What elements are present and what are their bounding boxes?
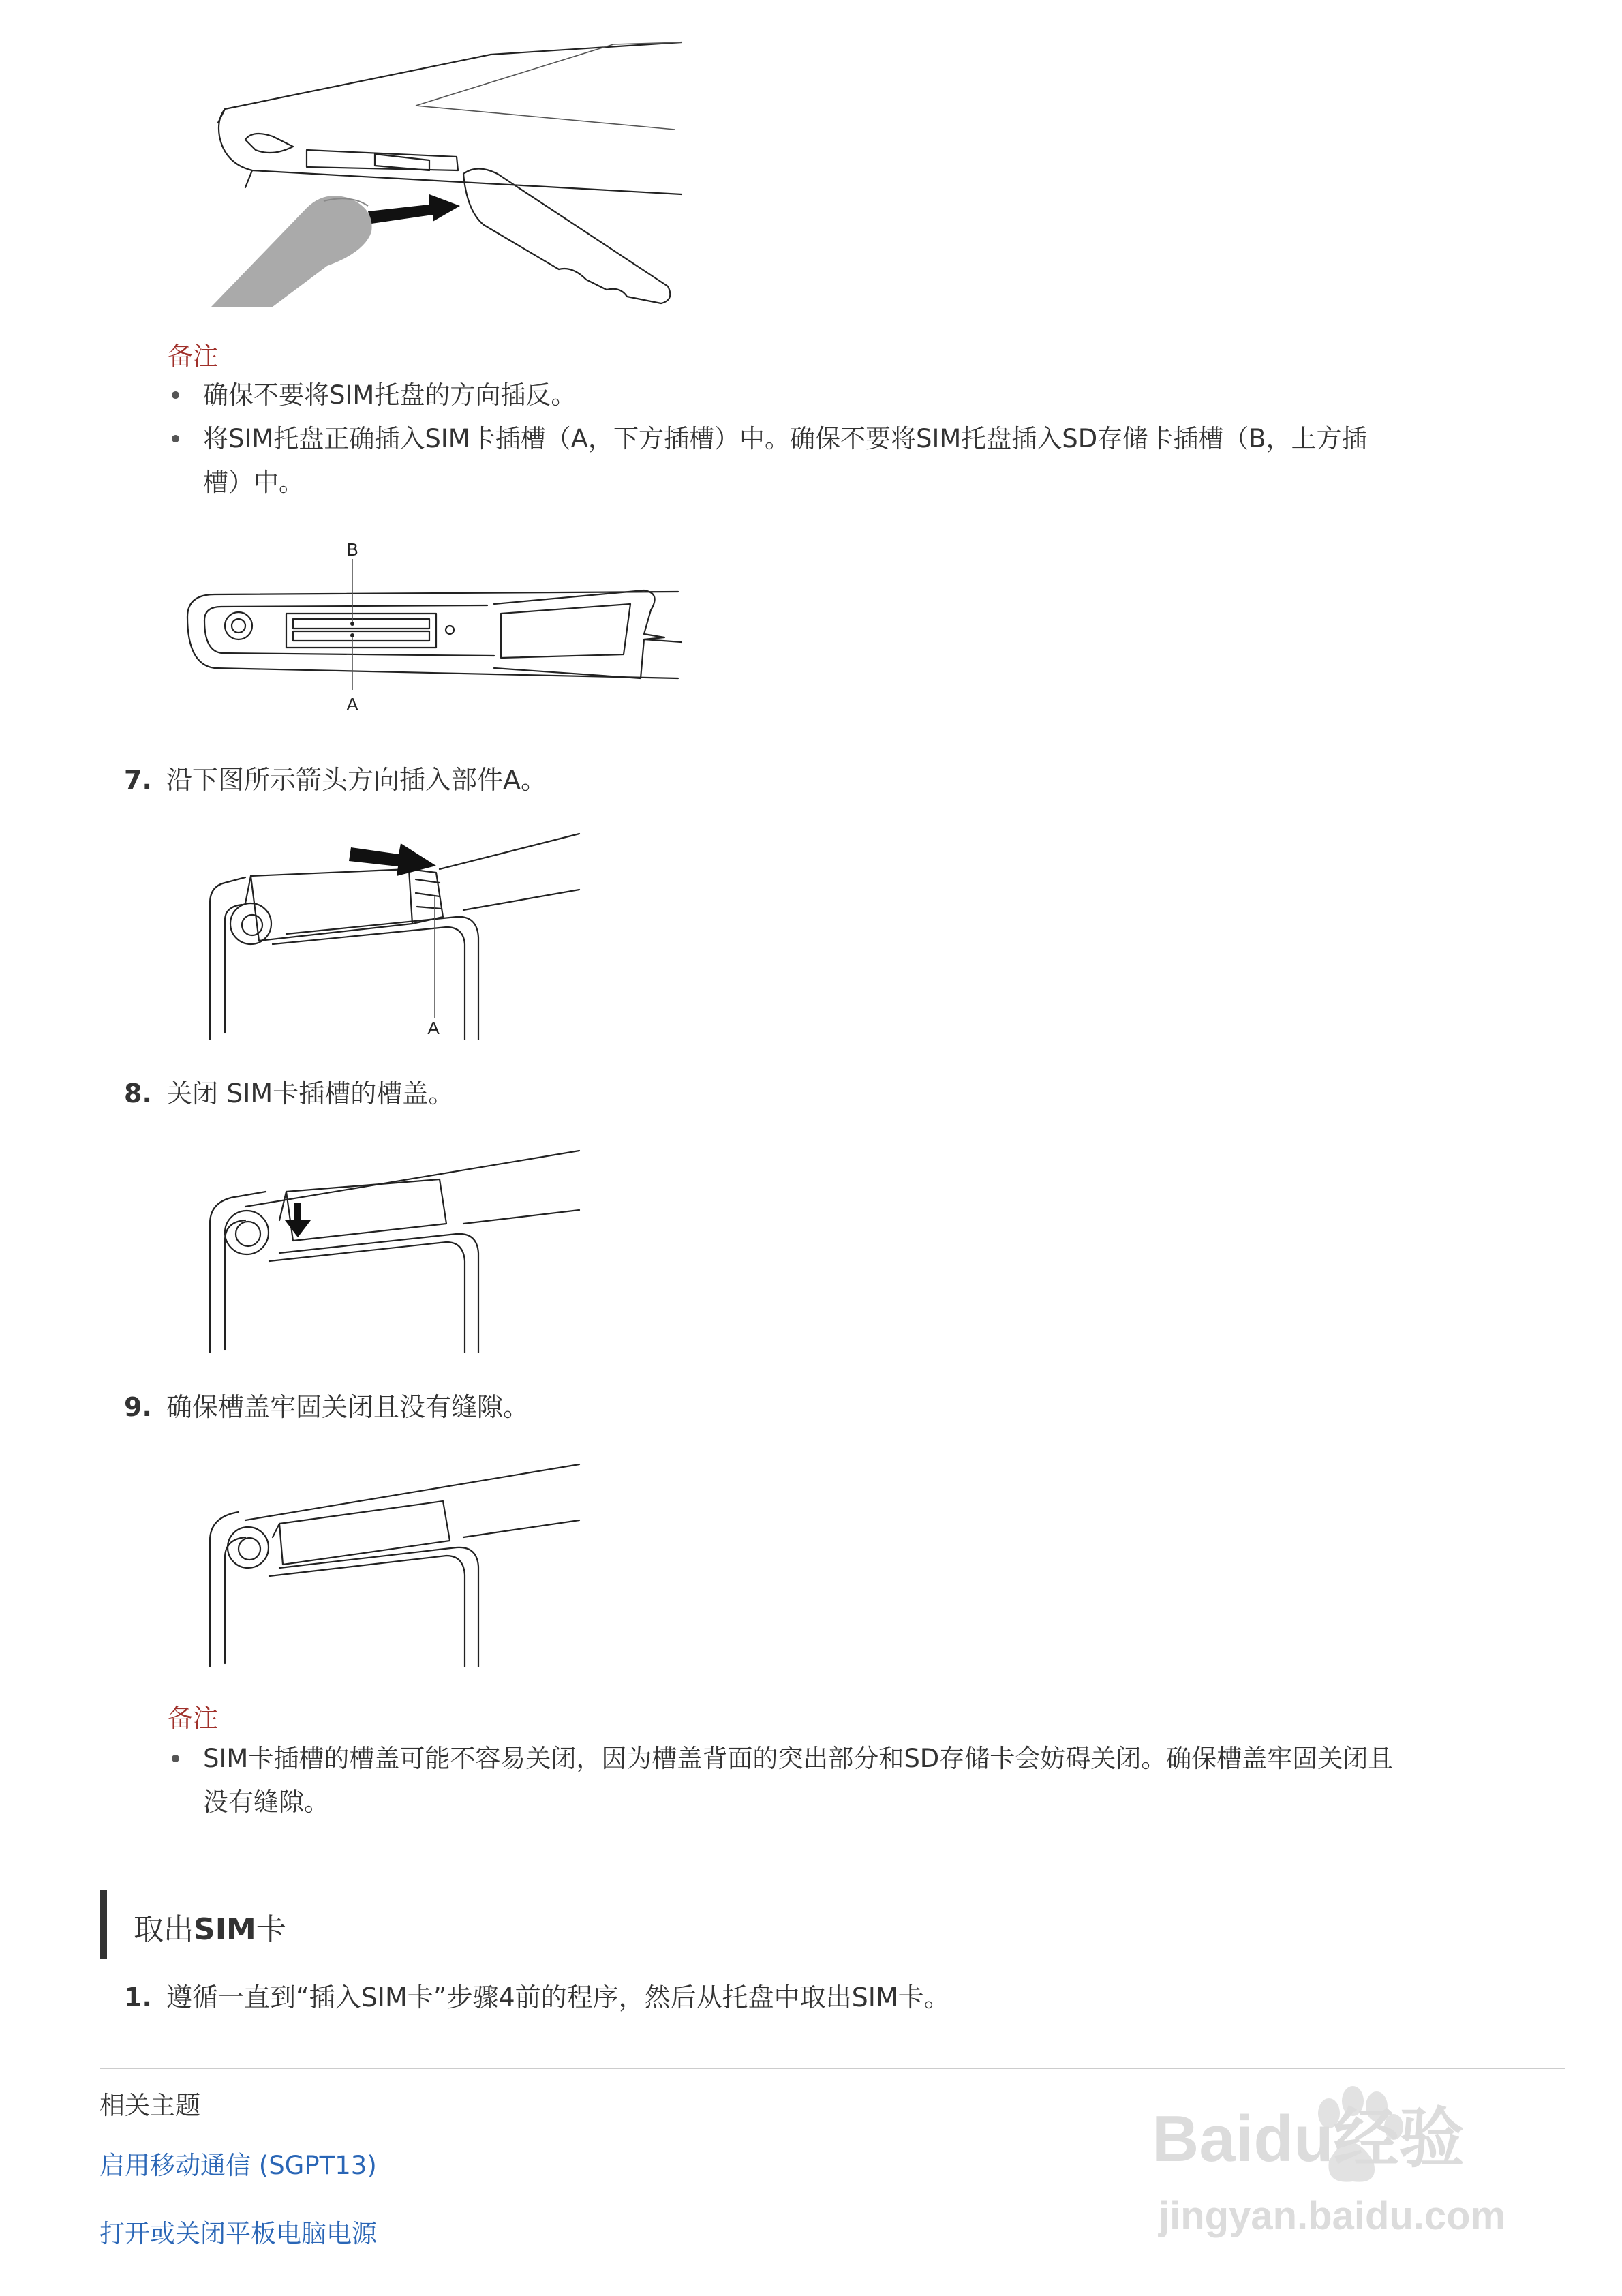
related-topics-title: 相关主题 — [100, 2091, 200, 2120]
step-text: 沿下图所示箭头方向插入部件A。 — [166, 765, 547, 795]
section-title-prefix: 取出 — [134, 1912, 194, 1947]
tray-insert-illustration — [204, 27, 695, 307]
baidu-watermark — [1145, 2059, 1554, 2263]
section-title — [134, 1905, 286, 1948]
note-item — [203, 417, 1559, 461]
step-text: 关闭 SIM卡插槽的槽盖。 — [166, 1078, 455, 1108]
step-number: 8. — [124, 1078, 152, 1108]
step-9 — [124, 1391, 530, 1423]
note-item-continuation: 没有缝隙。 — [203, 1787, 329, 1817]
note-item — [203, 374, 1559, 417]
cover-closed-illustration — [204, 1459, 586, 1667]
section-heading-bar — [100, 1890, 107, 1959]
related-link-mobile[interactable]: 启用移动通信 (SGPT13) — [100, 2151, 377, 2180]
watermark-url: jingyan.baidu.com — [1159, 2194, 1506, 2238]
step-7 — [124, 764, 547, 796]
note-item-text: 确保不要将SIM托盘的方向插反。 — [203, 380, 577, 410]
note-item-continuation: 槽）中。 — [203, 468, 304, 497]
step-number: 9. — [124, 1392, 152, 1422]
step-number: 1. — [124, 1982, 152, 2012]
note-title: 备注 — [168, 342, 218, 371]
watermark-brand: Baidu经验 — [1152, 2102, 1465, 2175]
bullet-dot — [172, 1755, 179, 1762]
section-title-bold: SIM — [194, 1912, 256, 1947]
close-cover-illustration — [204, 1145, 586, 1353]
part-label-a: A — [427, 1018, 440, 1038]
note-item-text: SIM卡插槽的槽盖可能不容易关闭，因为槽盖背面的突出部分和SD存储卡会妨碍关闭。确保槽盖牢固关闭且 — [203, 1744, 1394, 1773]
related-link-power[interactable]: 打开或关闭平板电脑电源 — [100, 2219, 377, 2248]
slot-label-b: B — [346, 539, 358, 560]
note-item — [203, 1737, 1580, 1781]
bullet-dot — [172, 391, 179, 399]
bullet-dot — [172, 435, 179, 442]
step-number: 7. — [124, 765, 152, 795]
step-8 — [124, 1077, 455, 1110]
note-title: 备注 — [168, 1704, 218, 1733]
note-item-text: 将SIM托盘正确插入SIM卡插槽（A，下方插槽）中。确保不要将SIM托盘插入SD存储卡插槽（B，上方插 — [203, 424, 1367, 453]
step-text: 确保槽盖牢固关闭且没有缝隙。 — [166, 1392, 530, 1422]
part-a-insert-illustration — [204, 828, 586, 1040]
section-title-suffix: 卡 — [256, 1912, 286, 1947]
slot-label-a: A — [346, 694, 358, 714]
step-text: 遵循一直到“插入SIM卡”步骤4前的程序，然后从托盘中取出SIM卡。 — [166, 1982, 950, 2012]
sim-slot-illustration — [174, 539, 692, 723]
remove-step-1 — [124, 1981, 950, 2014]
